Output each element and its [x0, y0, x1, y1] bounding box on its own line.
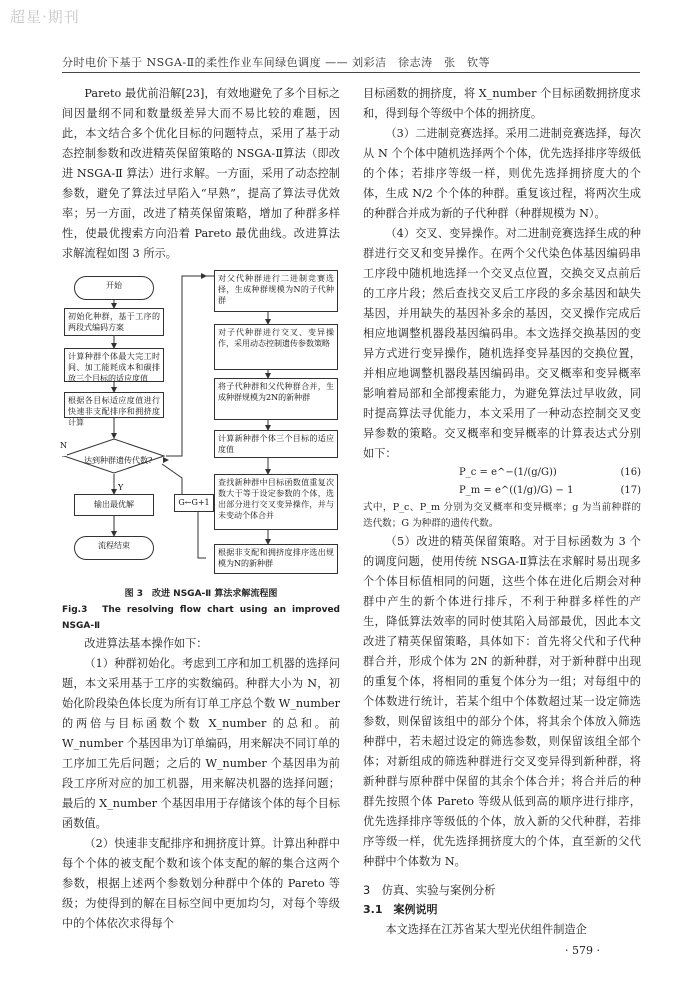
crossover-step: 对子代种群进行交叉、变异操作，采用动态控制遗传参数策略 [214, 324, 338, 370]
journal-watermark: 超星·期刊 [10, 8, 80, 26]
formula-16 [363, 464, 641, 482]
paragraph: （5）改进的精英保留策略。对于目标函数为 3 个的调度问题，使用传统 NSGA-Ⅱ算法在求解时易出现多个个体目标值相同的问题，这些个体在进化后期会对种群中产生的新个体进行排斥，不利于种群多样性的产生，降低算法效率的同时使其陷入局部最优，因此本文改进了精英保留策略，具体如下：首先将父代和子代种群合并，形成个体为 2N 的新种群，对于新种群中出现的重复个体，将相同的重复个体分为一组；对每组中的个体数进行统计，若某个组中个体数超过某一设定筛选参数，则保留该组中的部分个体，将其余个体放入筛选种群中，若未超过设定的筛选参数，则保留该组全部个体；对新组成的筛选种群进行交叉变异得到新种群，将新种群与原种群中保留的其余个体合并；将合并后的种群先按照个体 Pareto 等级从低到高的顺序进行排序，优先选择排序等级低的个体，放入新的父代种群，若排序等级一样，优先选择拥挤度大的个体，直至新的父代种群中个体数为 N。 [363, 535, 641, 868]
new-fitness-step: 计算新种群个体三个目标的适应度值 [214, 430, 338, 458]
new-population-step: 根据非支配和拥挤度排序选出规模为N的新种群 [214, 544, 338, 574]
paragraph: （4）交叉、变异操作。对二进制竞赛选择生成的种群进行交叉和变异操作。在两个父代染色体基因编码串工序段中随机地选择一个交叉点位置，交换交叉点前后的工序片段；然后查找交叉后工序段的多余基因和缺失基因，并用缺失的基因补多余的基因，交叉操作完成后相应地调整机器段基因编码串。本文选择交换基因的变异方式进行变异操作，随机选择变异基因的交换位置，并相应地调整机器段基因编码串。交叉概率和变异概率影响着局部和全部搜索能力，为避免算法过早收敛，同时提高算法寻优能力，本文采用了一种动态控制交叉变异参数的策略。交叉概率和变异概率的计算表达式分别如下： [363, 227, 641, 460]
formula-expression: P_m = e^((1/g)/G) − 1 [459, 485, 574, 496]
paragraph: （1）种群初始化。考虑到工序和加工机器的选择问题，本文采用基于工序的实数编码。种群大小为 N，初始化阶段染色体长度为所有订单工序总个数 W_number 的两倍与目标函数个数 X_number 的总和。前 W_number 个基因串为订单编码，用来解决不同订单的工序加工先后问题；之后的 W_number 个基因串为前段工序所对应的加工机器，用来解决机器的选择问题；最后的 X_number 个基因串用于存储该个体的每个目标函数值。 [62, 657, 340, 830]
decision-label: 达到种群遗传代数? [84, 456, 153, 465]
subsection-heading: 3.1 案例说明 [363, 903, 438, 916]
section-heading: 3 仿真、实验与案例分析 [363, 883, 496, 897]
figure-caption-en: Fig.3 The resolving flow chart using an improved NSGA-Ⅱ [62, 605, 340, 631]
running-header: 分时电价下基于 NSGA-Ⅱ的柔性作业车间绿色调度 —— 刘彩洁 徐志涛 张 钦等 [62, 56, 491, 69]
header-rule [62, 72, 640, 73]
output-step: 输出最优解 [74, 494, 154, 516]
formula-note: 式中，P_c、P_m 分别为交叉概率和变异概率；g 为当前种群的迭代数；G 为种群的遗传代数。 [363, 502, 641, 529]
figure-caption-cn: 图 3 改进 NSGA-Ⅱ 算法求解流程图 [124, 589, 278, 599]
right-column [363, 84, 641, 940]
paragraph: 本文选择在江苏省某大型光伏组件制造企 [385, 923, 587, 936]
formula-number: (17) [620, 485, 641, 496]
flowchart-figure [62, 268, 340, 584]
merge-step: 将子代种群和父代种群合并，生成种群规模为2N的新种群 [214, 378, 338, 420]
elite-filter-step: 查找新种群中目标函数值重复次数大于等于设定参数的个体，选出部分进行交叉变异操作，并与未变动个体合并 [214, 474, 338, 530]
formula-17 [363, 482, 641, 500]
no-label: N [60, 436, 67, 456]
left-column [62, 84, 340, 934]
init-step: 初始化种群，基于工序的两段式编码方案 [64, 308, 164, 336]
paragraph: 改进算法基本操作如下： [84, 637, 208, 650]
selection-step: 对父代种群进行二进制竞赛选择，生成种群规模为N的子代种群 [214, 270, 338, 312]
paragraph: 目标函数的拥挤度，将 X_number 个目标函数拥挤度求和，得到每个等级中个体的拥挤度。 [363, 87, 641, 120]
formula-expression: P_c = e^−(1/(g/G)) [459, 467, 557, 478]
fitness-step: 计算种群个体最大完工时间、加工能耗成本和碳排放三个目标的适应度值 [64, 348, 164, 382]
paragraph: （2）快速非支配排序和拥挤度计算。计算出种群中每个个体的被支配个数和该个体支配的解的集合这两个参数，根据上述两个参数划分种群中个体的 Pareto 等级；为使得到的解在目标空间中更加均匀，对每个等级中的个体依次求得每个 [62, 837, 340, 930]
end-node: 流程结束 [74, 536, 154, 560]
generation-counter: G←G+1 [174, 494, 214, 512]
formula-number: (16) [620, 467, 641, 478]
yes-label: Y [118, 478, 123, 498]
paragraph: Pareto 最优前沿解[23]，有效地避免了多个目标之间因量纲不同和数量级差异大而不易比较的难题，因此，本文结合多个优化目标的问题特点，采用了基于动态控制参数和改进精英保留策略的 NSGA-Ⅱ算法（即改进 NSGA-Ⅱ 算法）进行求解。一方面，采用了动态控制参数，避免了算法过早陷入“早熟”，提高了算法寻优效率；另一方面，改进了精英保留策略，增加了种群多样性，使最优搜索方向沿着 Pareto 最优曲线。改进算法求解流程如图 3 所示。 [62, 87, 340, 260]
paragraph: （3）二进制竞赛选择。采用二进制竞赛选择，每次从 N 个个体中随机选择两个个体，优先选择排序等级低的个体；若排序等级一样，则优先选择拥挤度大的个体，生成 N/2 个个体的种群。重复该过程，将两次生成的种群合并成为新的子代种群（种群规模为 N）。 [363, 127, 641, 220]
start-node: 开始 [74, 276, 154, 300]
page-number: · 579 · [565, 944, 600, 957]
sort-step: 根据各目标适应度值进行快速非支配排序和拥挤度计算 [64, 392, 164, 418]
